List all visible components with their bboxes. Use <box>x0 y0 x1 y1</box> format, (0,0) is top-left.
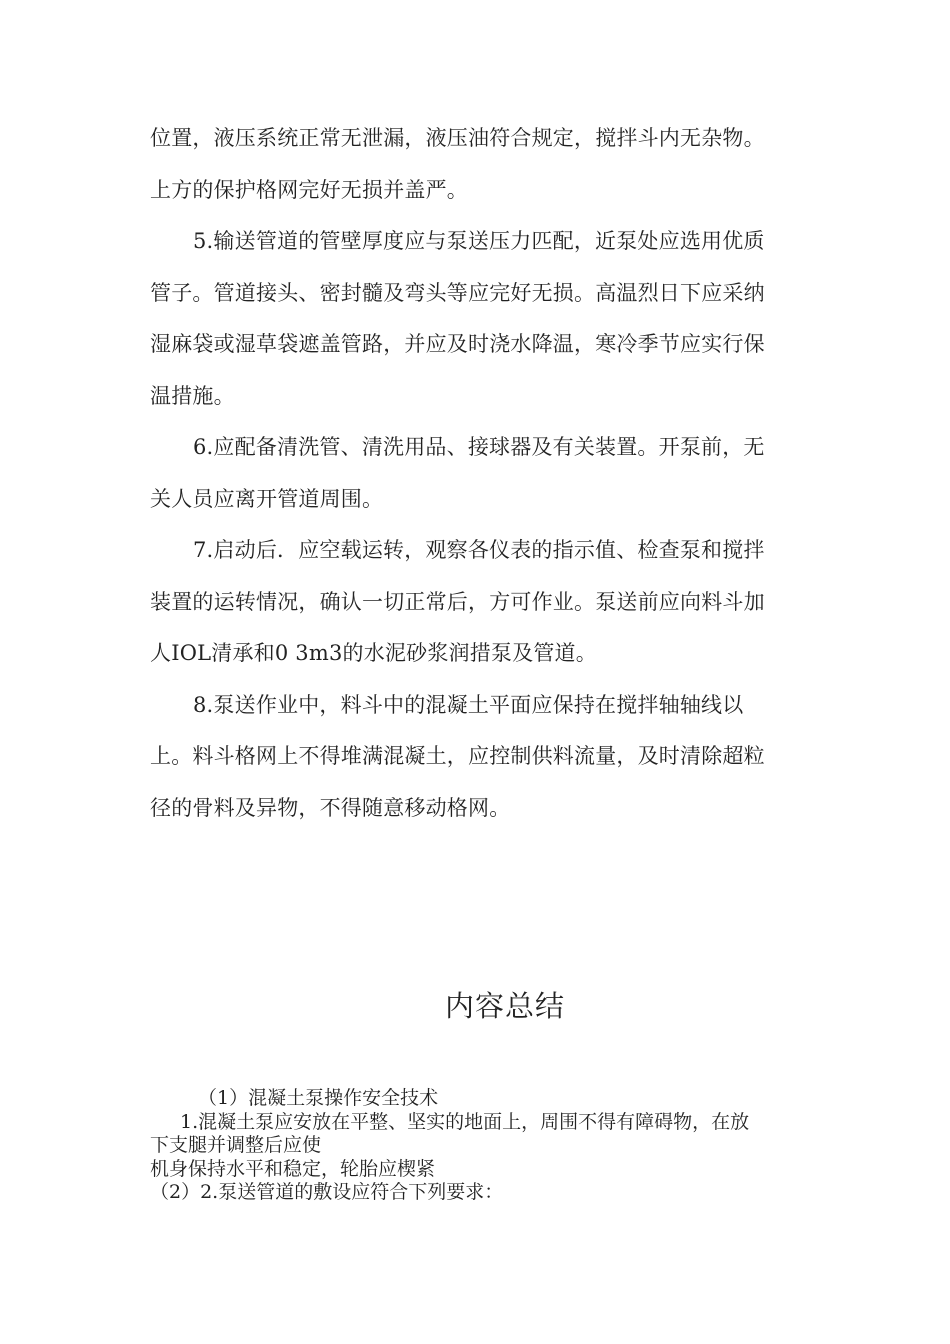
summary-section <box>150 1087 800 1205</box>
body-line: 温措施。 <box>150 383 235 408</box>
body-line: 7.启动后．应空载运转，观察各仪表的指示值、检查泵和搅拌 <box>193 538 765 562</box>
body-line: 径的骨料及异物，不得随意移动格网。 <box>150 795 511 820</box>
body-line: 上方的保护格网完好无损并盖严。 <box>150 177 468 202</box>
summary-line: （2）2.泵送管道的敷设应符合下列要求： <box>150 1181 504 1203</box>
body-line: 湿麻袋或湿草袋遮盖管路，并应及时浇水降温，寒冷季节应实行保 <box>150 332 765 356</box>
body-line: 上。料斗格网上不得堆满混凝土，应控制供料流量，及时清除超粒 <box>150 744 765 768</box>
body-line: 5.输送管道的管壁厚度应与泵送压力匹配，近泵处应选用优质 <box>193 229 765 253</box>
body-line: 6.应配备清洗管、清洗用品、接球器及有关装置。开泵前，无 <box>193 435 765 459</box>
summary-line: （1）混凝土泵操作安全技术 <box>198 1087 439 1109</box>
body-line: 管子。管道接头、密封髓及弯头等应完好无损。高温烈日下应采纳 <box>150 280 765 305</box>
body-line: 位置，液压系统正常无泄漏，液压油符合规定，搅拌斗内无杂物。 <box>150 126 765 150</box>
body-line: 装置的运转情况，确认一切正常后，方可作业。泵送前应向料斗加 <box>150 589 765 614</box>
summary-line: 下支腿并调整后应使 <box>150 1134 322 1156</box>
body-text <box>150 116 798 837</box>
summary-title: 内容总结 <box>444 989 565 1023</box>
body-line: 8.泵送作业中，料斗中的混凝土平面应保持在搅拌轴轴线以 <box>193 692 744 717</box>
body-line: 关人员应离开管道周围。 <box>150 486 384 511</box>
summary-line: 机身保持水平和稳定，轮胎应楔紧 <box>150 1157 436 1180</box>
body-line: 人IOL清承和0 3m3的水泥砂浆润措泵及管道。 <box>150 641 597 665</box>
summary-line: 1.混凝土泵应安放在平整、坚实的地面上，周围不得有障碍物，在放 <box>180 1110 750 1133</box>
